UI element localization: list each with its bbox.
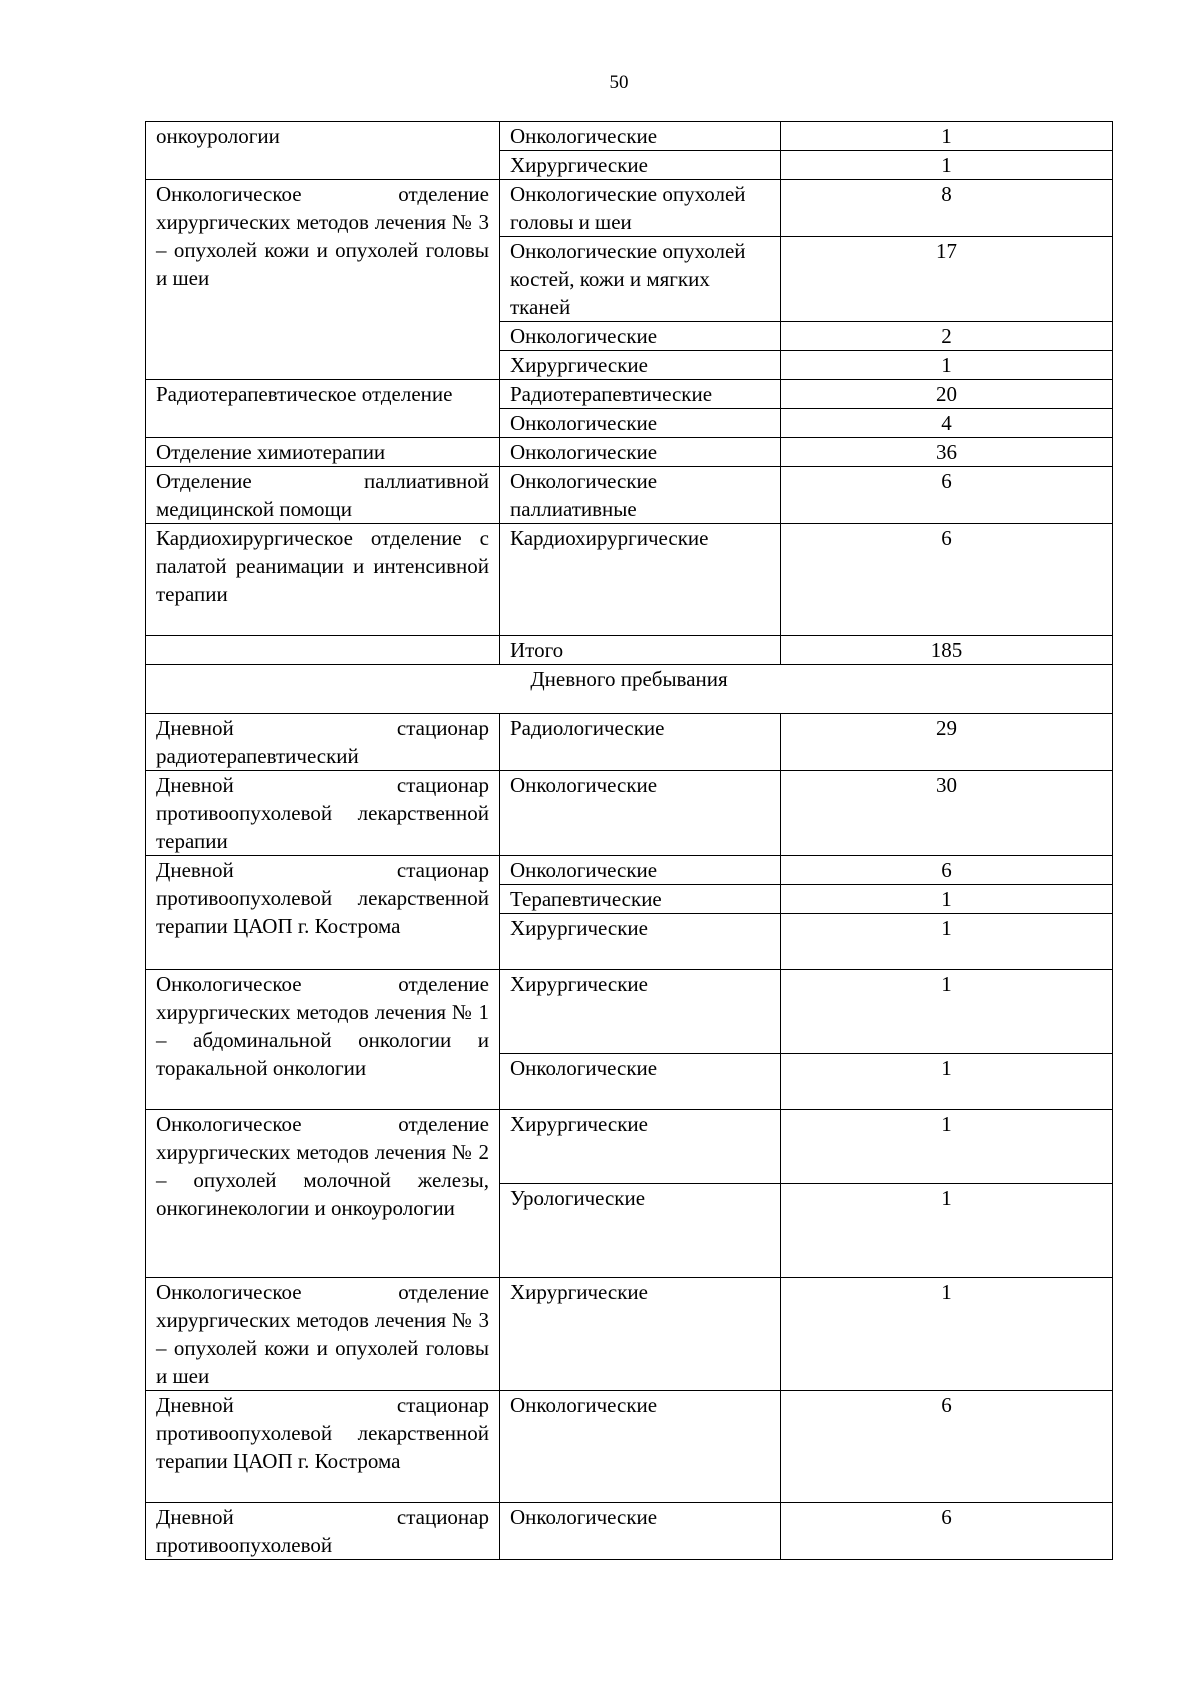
department-cell: Онкологическое отделение хирургических методов лечения № 1 – абдоминальной онкологии и торакальной онкологии: [146, 970, 500, 1110]
bed-profile-cell: Урологические: [500, 1184, 781, 1278]
table-row: [146, 524, 1113, 636]
bed-profile-cell: Хирургические: [500, 151, 781, 180]
table-row: [146, 380, 1113, 409]
bed-count-cell: 1: [781, 914, 1113, 970]
bed-count-cell: 1: [781, 1110, 1113, 1184]
bed-count-cell: 2: [781, 322, 1113, 351]
table-row: [146, 970, 1113, 1054]
bed-profile-cell: Итого: [500, 636, 781, 665]
bed-profile-cell: Онкологические: [500, 438, 781, 467]
department-cell: Дневной стационар противоопухолевой лекарственной терапии ЦАОП г. Кострома: [146, 856, 500, 970]
section-header-body: [146, 665, 1113, 714]
bed-profile-cell: Онкологические: [500, 409, 781, 438]
department-cell: онкоурологии: [146, 122, 500, 180]
bed-count-cell: 6: [781, 1503, 1113, 1560]
department-cell: Радиотерапевтическое отделение: [146, 380, 500, 438]
table-body-top: [146, 122, 1113, 665]
bed-profile-cell: Онкологические: [500, 856, 781, 885]
department-cell: Онкологическое отделение хирургических методов лечения № 3 – опухолей кожи и опухолей головы и шеи: [146, 180, 500, 380]
bed-profile-cell: Онкологические: [500, 1391, 781, 1503]
bed-count-cell: 6: [781, 856, 1113, 885]
bed-profile-cell: Онкологические: [500, 322, 781, 351]
table-row: [146, 438, 1113, 467]
bed-count-cell: 17: [781, 237, 1113, 322]
bed-count-cell: 6: [781, 524, 1113, 636]
department-cell: Кардиохирургическое отделение с палатой реанимации и интенсивной терапии: [146, 524, 500, 636]
page-number: 50: [609, 72, 629, 93]
table-row: [146, 771, 1113, 856]
table-body-bottom: [146, 714, 1113, 1560]
bed-profile-cell: Хирургические: [500, 351, 781, 380]
table-row: [146, 1391, 1113, 1503]
beds-table: [145, 121, 1113, 1560]
bed-count-cell: 1: [781, 970, 1113, 1054]
department-cell: Онкологическое отделение хирургических методов лечения № 3 – опухолей кожи и опухолей головы и шеи: [146, 1278, 500, 1391]
table-row: [146, 636, 1113, 665]
bed-count-cell: 4: [781, 409, 1113, 438]
bed-count-cell: 8: [781, 180, 1113, 237]
bed-profile-cell: Онкологические опухолей костей, кожи и мягких тканей: [500, 237, 781, 322]
bed-count-cell: 6: [781, 1391, 1113, 1503]
table-row: [146, 122, 1113, 151]
bed-profile-cell: Онкологические: [500, 771, 781, 856]
department-cell: Дневной стационар радиотерапевтический: [146, 714, 500, 771]
bed-count-cell: 36: [781, 438, 1113, 467]
table-row: [146, 180, 1113, 237]
bed-count-cell: 29: [781, 714, 1113, 771]
bed-count-cell: 6: [781, 467, 1113, 524]
bed-profile-cell: Онкологические: [500, 1054, 781, 1110]
bed-profile-cell: Онкологические паллиативные: [500, 467, 781, 524]
department-cell: Отделение химиотерапии: [146, 438, 500, 467]
bed-count-cell: 1: [781, 351, 1113, 380]
bed-profile-cell: Хирургические: [500, 970, 781, 1054]
bed-profile-cell: Хирургические: [500, 1278, 781, 1391]
table-row: [146, 1503, 1113, 1560]
bed-count-cell: 1: [781, 1278, 1113, 1391]
department-cell: Отделение паллиативной медицинской помощи: [146, 467, 500, 524]
bed-count-cell: 1: [781, 1184, 1113, 1278]
table-row: [146, 1278, 1113, 1391]
bed-count-cell: 20: [781, 380, 1113, 409]
bed-profile-cell: Радиологические: [500, 714, 781, 771]
department-cell: Онкологическое отделение хирургических методов лечения № 2 – опухолей молочной железы, онкогинекологии и онкоурологии: [146, 1110, 500, 1278]
section-header-row: [146, 665, 1113, 714]
bed-profile-cell: Радиотерапевтические: [500, 380, 781, 409]
department-cell: Дневной стационар противоопухолевой лекарственной терапии: [146, 771, 500, 856]
bed-count-cell: 185: [781, 636, 1113, 665]
bed-count-cell: 1: [781, 885, 1113, 914]
bed-profile-cell: Онкологические: [500, 1503, 781, 1560]
table-row: [146, 467, 1113, 524]
department-cell: Дневной стационар противоопухолевой лекарственной терапии ЦАОП г. Кострома: [146, 1391, 500, 1503]
bed-profile-cell: Онкологические опухолей головы и шеи: [500, 180, 781, 237]
bed-count-cell: 30: [781, 771, 1113, 856]
bed-profile-cell: Терапевтические: [500, 885, 781, 914]
bed-profile-cell: Хирургические: [500, 1110, 781, 1184]
bed-count-cell: 1: [781, 151, 1113, 180]
bed-count-cell: 1: [781, 1054, 1113, 1110]
bed-profile-cell: Онкологические: [500, 122, 781, 151]
table-row: [146, 1110, 1113, 1184]
section-title: Дневного пребывания: [146, 665, 1113, 714]
department-cell: Дневной стационар противоопухолевой: [146, 1503, 500, 1560]
department-cell: [146, 636, 500, 665]
table-row: [146, 856, 1113, 885]
bed-profile-cell: Хирургические: [500, 914, 781, 970]
bed-profile-cell: Кардиохирургические: [500, 524, 781, 636]
bed-count-cell: 1: [781, 122, 1113, 151]
table-row: [146, 714, 1113, 771]
